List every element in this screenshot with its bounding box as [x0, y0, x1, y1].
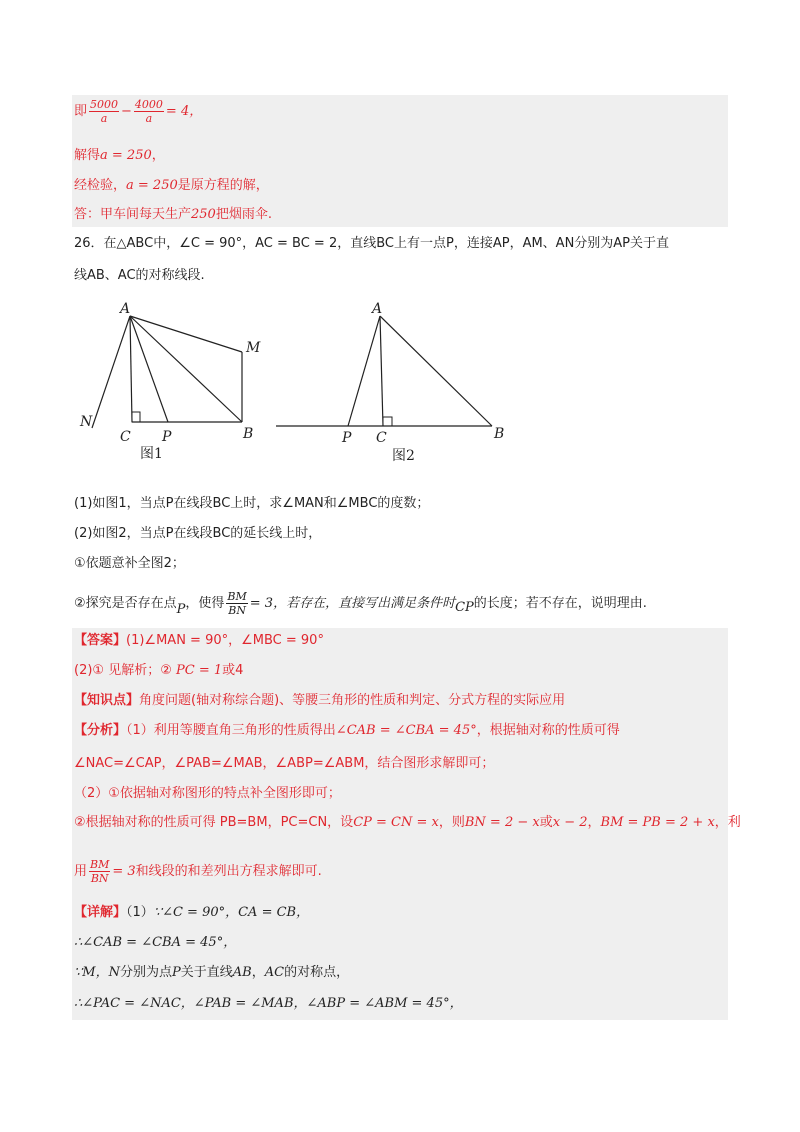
- math: AB: [232, 965, 252, 980]
- text: （1）: [126, 905, 154, 920]
- answer-line-final: [74, 205, 272, 225]
- text: 分别为点: [119, 965, 172, 980]
- equation-tail: = 4，: [165, 104, 203, 119]
- text: 答：甲车间每天生产: [74, 207, 192, 222]
- math: ∵M，: [74, 965, 109, 980]
- answer-prefix: 即: [74, 104, 88, 119]
- text: 或: [539, 815, 553, 830]
- math: a = 250: [100, 148, 152, 163]
- text: ，利: [714, 815, 741, 830]
- fraction-denominator: a: [100, 112, 108, 125]
- fraction-numerator: 5000: [90, 98, 119, 111]
- math: P: [176, 602, 186, 617]
- math: PC = 1: [176, 663, 223, 678]
- text: 的长度；若不存在，说明理由.: [473, 596, 647, 611]
- text: 是原方程的解，: [177, 178, 269, 193]
- text: 【知识点】: [74, 693, 140, 708]
- text: 【详解】: [74, 905, 127, 920]
- fraction-denominator: BN: [228, 604, 246, 617]
- text: 和线段的和差列出方程求解即可.: [135, 864, 322, 879]
- math: x − 2: [552, 815, 588, 830]
- math: AC: [264, 965, 285, 980]
- math: 250: [191, 207, 216, 222]
- fig1-label-b: B: [243, 426, 254, 442]
- math: CP: [455, 600, 474, 615]
- answer-summary: [74, 631, 324, 651]
- fig2-label-b: B: [494, 426, 505, 442]
- fig2-label-a: A: [372, 301, 383, 317]
- analysis-3: （2）①依据轴对称图形的特点补全图形即可；: [74, 786, 341, 801]
- answer-line-equation: [74, 98, 202, 125]
- fig2-caption: 图2: [392, 448, 415, 464]
- text: 解得: [74, 148, 101, 163]
- text: ②探究是否存在点: [74, 596, 177, 611]
- fraction-denominator: BN: [90, 872, 109, 885]
- problem-line-1: 26．在△ABC中，∠C = 90°，AC = BC = 2，直线BC上有一点P，连接AP，AM、AN分别为AP关于直: [74, 236, 670, 251]
- answer-line-check: [74, 176, 269, 196]
- text: ，根据轴对称的性质可得: [476, 723, 620, 738]
- analysis-2: ∠NAC=∠CAP，∠PAB=∠MAB，∠ABP=∠ABM，结合图形求解即可；: [74, 756, 495, 771]
- fraction-5000-a: [89, 98, 119, 125]
- analysis-1: [74, 721, 620, 741]
- answer-summary-2: [74, 661, 243, 681]
- text: 或4: [222, 663, 244, 678]
- fig1-label-p: P: [162, 429, 172, 445]
- figure-1: [70, 296, 290, 468]
- fraction-numerator: 4000: [134, 98, 163, 111]
- text: (1)∠MAN = 90°，∠MBC = 90°: [126, 633, 324, 648]
- text: 【答案】: [74, 633, 127, 648]
- text: ，: [251, 965, 265, 980]
- math: BM = PB = 2 + x: [600, 815, 715, 830]
- text: 角度问题(轴对称综合题)、等腰三角形的性质和判定、分式方程的实际应用: [139, 693, 566, 708]
- fig2-label-p: P: [342, 430, 352, 446]
- fig1-label-c: C: [120, 429, 131, 445]
- fig1-label-n: N: [80, 414, 93, 430]
- question-2-part-2: [74, 590, 647, 617]
- math: ∵∠C = 90°，CA = CB，: [153, 905, 310, 920]
- text: ，则: [438, 815, 465, 830]
- text: ，使得: [185, 596, 225, 611]
- analysis-5: [74, 858, 322, 885]
- fraction-bm-bn: [226, 590, 247, 617]
- question-2-part-1: ①依题意补全图2；: [74, 556, 185, 571]
- detail-3: [74, 963, 349, 983]
- fraction-denominator: a: [145, 112, 153, 125]
- text: 经检验，: [74, 178, 127, 193]
- text: 关于直线: [180, 965, 233, 980]
- detail-1: [74, 903, 309, 923]
- text: ，: [151, 148, 165, 163]
- detail-2: ∴∠CAB = ∠CBA = 45°，: [74, 935, 237, 950]
- math: = 3: [112, 864, 136, 879]
- fig1-caption: 图1: [140, 446, 163, 462]
- problem-line-2: 线AB、AC的对称线段.: [74, 268, 205, 283]
- detail-4: ∴∠PAC = ∠NAC，∠PAB = ∠MAB，∠ABP = ∠ABM = 45°，: [74, 996, 463, 1011]
- fraction-bm-bn-analysis: [89, 858, 110, 885]
- minus-sign: −: [121, 104, 132, 119]
- math: N: [108, 965, 120, 980]
- fig1-label-a: A: [120, 301, 131, 317]
- answer-line-solve: [74, 146, 165, 166]
- math: = 3，若存在，直接写出满足条件时: [249, 596, 456, 611]
- text: 的对称点，: [284, 965, 350, 980]
- math: BN = 2 − x: [464, 815, 540, 830]
- question-2: (2)如图2，当点P在线段BC的延长线上时，: [74, 526, 322, 541]
- math: a = 250: [126, 178, 178, 193]
- fraction-4000-a: [134, 98, 164, 125]
- analysis-4: [74, 813, 741, 833]
- math: P: [171, 965, 181, 980]
- text: 把烟雨伞.: [215, 207, 272, 222]
- text: 【分析】: [74, 723, 127, 738]
- text: 用: [74, 864, 88, 879]
- text: (2)① 见解析；②: [74, 663, 176, 678]
- text: （1）利用等腰直角三角形的性质得出: [126, 723, 336, 738]
- knowledge-points: [74, 691, 565, 711]
- fraction-numerator: BM: [90, 858, 110, 871]
- text: ，: [587, 815, 601, 830]
- fraction-numerator: BM: [227, 590, 247, 603]
- text: ②根据轴对称的性质可得 PB=BM，PC=CN，设: [74, 815, 354, 830]
- fig2-label-c: C: [376, 430, 387, 446]
- fig1-label-m: M: [246, 340, 261, 356]
- math: CP = CN = x: [353, 815, 439, 830]
- figure-2: [270, 296, 520, 468]
- question-1: (1)如图1，当点P在线段BC上时，求∠MAN和∠MBC的度数；: [74, 496, 430, 511]
- math: ∠CAB = ∠CBA = 45°: [335, 723, 477, 738]
